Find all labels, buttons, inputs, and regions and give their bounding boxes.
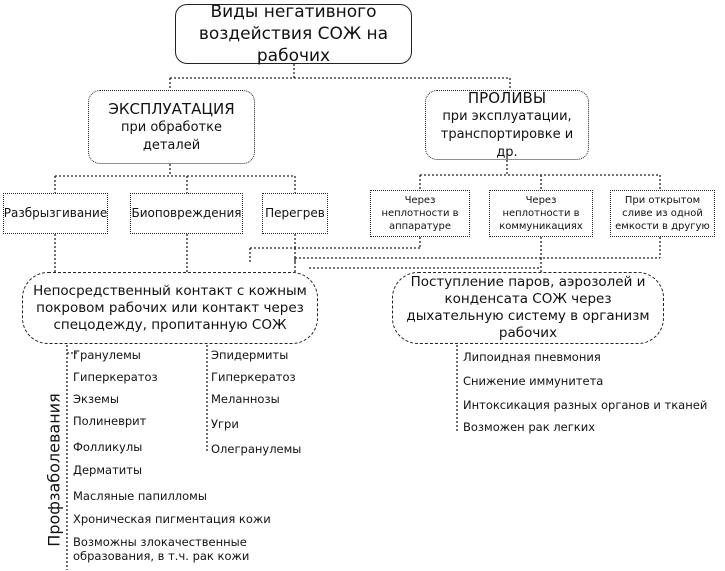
cause-communications-leak — [489, 190, 593, 237]
cause-biodamage-label: Биоповреждения — [131, 206, 242, 220]
disease-item: Угри — [211, 417, 239, 431]
cause-overheating-label: Перегрев — [265, 206, 325, 220]
disease-item: Дерматиты — [73, 463, 143, 477]
disease-item: Гиперкератоз — [73, 370, 158, 384]
disease-item: Гиперкератоз — [211, 370, 296, 384]
cause-biodamage — [130, 193, 243, 234]
branch-exploitation-heading: ЭКСПЛУАТАЦИЯ — [108, 99, 235, 118]
disease-item: Гранулемы — [73, 348, 141, 362]
disease-item: Снижение иммунитета — [463, 374, 604, 388]
path-skin-text: Непосредственный контакт с кожным покровом рабочих или контакт через спецодежду, пропитанную СОЖ — [33, 282, 307, 333]
disease-item: Липоидная пневмония — [463, 350, 601, 364]
disease-item: Возможен рак легких — [463, 420, 596, 434]
cause-apparatus-leak-label: Через неплотности в аппаратуре — [381, 195, 459, 232]
cause-communications-leak-label: Через неплотности в коммуникациях — [499, 195, 583, 232]
cause-spraying — [3, 193, 108, 234]
disease-item: Масляные папилломы — [73, 489, 207, 503]
disease-item: Экземы — [73, 392, 119, 406]
title-text: Виды негативного воздействия СОЖ на рабочих — [198, 2, 389, 66]
title-box — [175, 4, 412, 64]
cause-open-drain-label: При открытом сливе из одной емкости в другую — [615, 195, 710, 232]
disease-item: Меланнозы — [211, 392, 280, 406]
disease-item: Хроническая пигментация кожи — [73, 512, 271, 526]
branch-spills — [425, 90, 589, 160]
disease-item: Олегранулемы — [211, 442, 302, 456]
cause-apparatus-leak — [370, 190, 470, 237]
disease-item: Фолликулы — [73, 440, 143, 454]
disease-item: Интоксикация разных органов и тканей — [463, 398, 708, 412]
path-skin — [22, 272, 318, 344]
branch-exploitation — [88, 90, 255, 164]
branch-exploitation-detail: при обработке деталей — [121, 119, 222, 153]
disease-item: Возможны злокачественные образования, в т.ч. рак кожи — [73, 535, 250, 563]
path-respiratory — [392, 272, 664, 344]
cause-overheating — [262, 193, 328, 234]
branch-spills-detail: при эксплуатации, транспортировке и др. — [440, 108, 574, 160]
branch-spills-heading: ПРОЛИВЫ — [467, 88, 547, 107]
cause-spraying-label: Разбрызгивание — [3, 206, 108, 220]
disease-item: Эпидермиты — [211, 348, 289, 362]
occupational-diseases-text: Профзаболевания — [44, 393, 64, 547]
disease-item: Полиневрит — [73, 414, 147, 428]
cause-open-drain — [610, 190, 715, 237]
path-respiratory-text: Поступление паров, аэрозолей и конденсата СОЖ через дыхательную систему в организм рабочих — [406, 274, 650, 341]
